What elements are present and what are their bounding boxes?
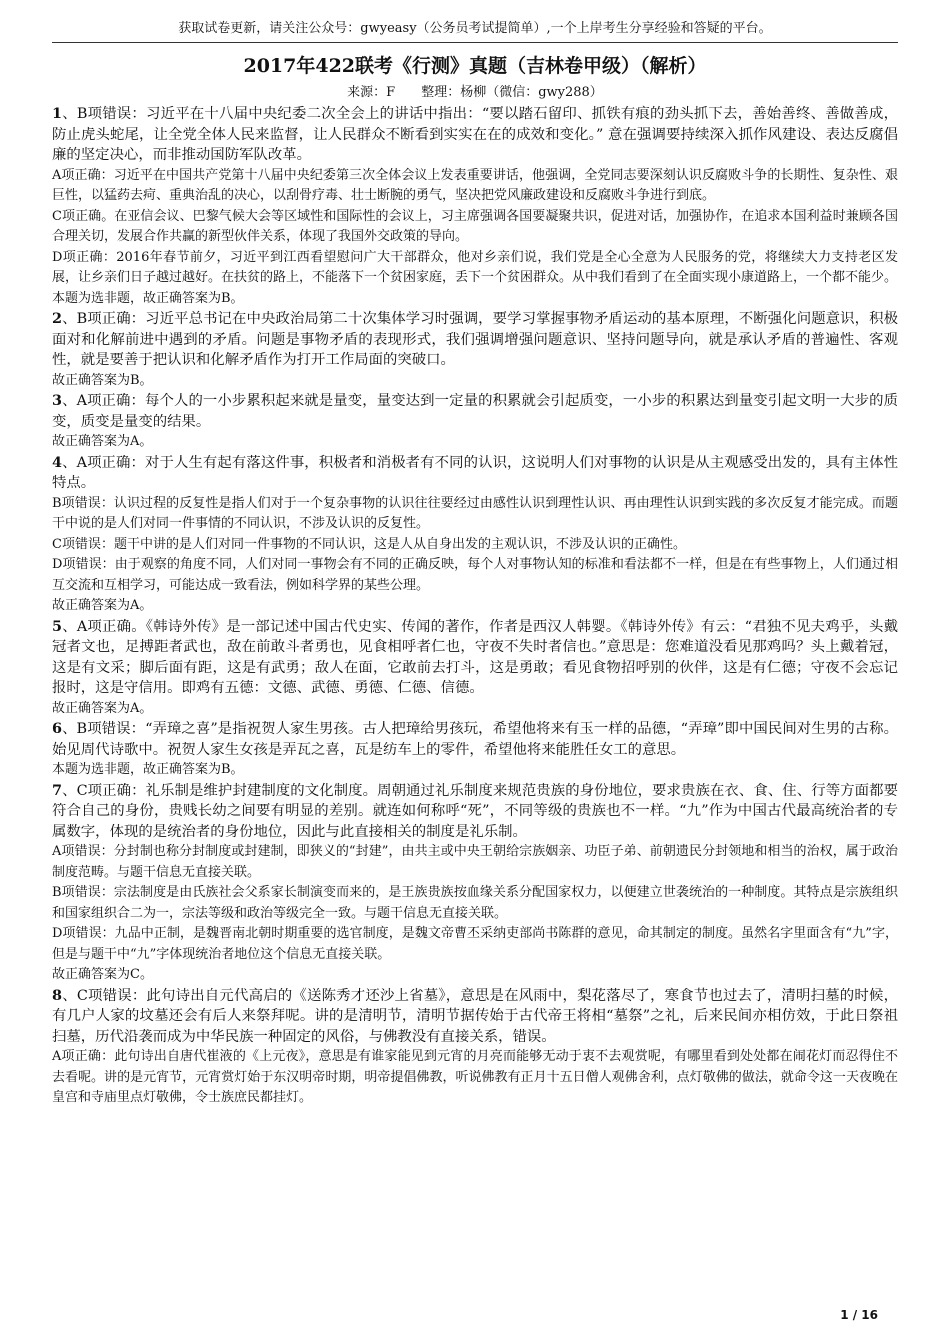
paragraph: C项错误：题干中讲的是人们对同一件事物的不同认识，这是人从自身出发的主观认识，不涉及认识的正确性。 xyxy=(52,536,686,552)
document-title: 2017年422联考《行测》真题（吉林卷甲级）（解析） xyxy=(243,55,707,77)
paragraph: D项错误：由于观察的角度不同，人们对同一事物会有不同的正确反映，每个人对事物认知的标准和看法都不一样，但是在有些事物上，人们通过相互交流和互相学习，可能达成一致看法，例如科学界的某些公理。 xyxy=(52,557,898,593)
document-source: 来源：F 整理：杨柳（微信：gwy288） xyxy=(347,85,603,100)
question-number: 7 xyxy=(52,781,63,799)
paragraph-q2 xyxy=(52,309,898,371)
question-number: 8 xyxy=(52,986,63,1004)
paragraph-text: 、C项正确：礼乐制是维护封建制度的文化制度。周朝通过礼乐制度来规范贵族的身份地位，要求贵族在衣、食、住、行等方面都要符合自己的身份，贵贱长幼之间要有明显的差别。就连如何称呼“死”，不同等级的贵族也不一样。“九”作为中国古代最高统治者的专属数字，体现的是统治者的身份地位，因此与此直接相关的制度是礼乐制。 xyxy=(52,782,898,840)
document-body xyxy=(52,104,898,1109)
paragraph-q5 xyxy=(52,617,898,699)
paragraph-q8 xyxy=(52,986,898,1048)
answer-line: 故正确答案为A。 xyxy=(52,598,153,613)
paragraph: D项正确：2016年春节前夕，习近平到江西看望慰问广大干部群众，他对乡亲们说，我们党是全心全意为人民服务的党，将继续大力支持老区发展，让乡亲们日子越过越好。在扶贫的路上，不能落下一个贫困家庭，丢下一个贫困群众。从中我们看到了在全面实现小康道路上，一个都不能少。 xyxy=(52,249,898,285)
header-divider xyxy=(52,42,898,43)
paragraph-text: 、A项正确：对于人生有起有落这件事，积极者和消极者有不同的认识，这说明人们对事物的认识是从主观感受出发的，具有主体性特点。 xyxy=(52,454,898,491)
paragraph-text: 、B项错误：习近平在十八届中央纪委二次全会上的讲话中指出：“要以踏石留印、抓铁有痕的劲头抓下去，善始善终、善做善成，防止虎头蛇尾，让全党全体人民来监督，让人民群众不断看到实实在在的成效和变化。” 意在强调要持续深入抓作风建设、表达反腐倡廉的坚定决心，而非推动国防军队改革。 xyxy=(52,106,898,163)
header-note: 获取试卷更新，请关注公众号：gwyeasy（公务员考试提简单）,一个上岸考生分享经验和答疑的平台。 xyxy=(178,21,772,36)
question-number: 4 xyxy=(52,453,63,471)
answer-line: 故正确答案为A。 xyxy=(52,700,153,716)
paragraph-q4 xyxy=(52,453,898,494)
paragraph-q6 xyxy=(52,719,898,760)
paragraph-q3 xyxy=(52,391,898,432)
paragraph: D项错误：九品中正制，是魏晋南北朝时期重要的选官制度，是魏文帝曹丕采纳吏部尚书陈群的意见，命其制定的制度。虽然名字里面含有“九”字，但是与题干中“九”字体现统治者地位这个信息无直接关联。 xyxy=(52,926,898,962)
paragraph: A项正确：习近平在中国共产党第十八届中央纪委第三次全体会议上发表重要讲话，他强调，全党同志要深刻认识反腐败斗争的长期性、复杂性、艰巨性，以猛药去疴、重典治乱的决心，以刮骨疗毒、壮士断腕的勇气，坚决把党风廉政建设和反腐败斗争进行到底。 xyxy=(52,167,898,203)
answer-line: 本题为选非题，故正确答案为B。 xyxy=(52,290,244,306)
paragraph-q1 xyxy=(52,104,898,166)
paragraph-text: 、B项错误：“弄璋之喜”是指祝贺人家生男孩。古人把璋给男孩玩，希望他将来有玉一样的品德，“弄璋”即中国民间对生男的古称。始见周代诗歌中。祝贺人家生女孩是弄瓦之喜，瓦是纺车上的零件，希望他将来能胜任女工的意思。 xyxy=(52,721,898,758)
paragraph-text: 、C项错误：此句诗出自元代高启的《送陈秀才还沙上省墓》，意思是在风雨中，梨花落尽了，寒食节也过去了，清明扫墓的时候，有几户人家的坟墓还会有后人来祭拜呢。讲的是清明节，清明节据传始于古代帝王将相“墓祭”之礼，后来民间亦相仿效，于此日祭祖扫墓，历代沿袭而成为中华民族一种固定的风俗，与佛教没有直接关系，错误。 xyxy=(52,987,898,1045)
paragraph: A项错误：分封制也称分封制度或封建制，即狭义的“封建”，由共主或中央王朝给宗族姻亲、功臣子弟、前朝遗民分封领地和相当的治权，属于政治制度范畴。与题干信息无直接关联。 xyxy=(52,844,898,880)
answer-line: 故正确答案为B。 xyxy=(52,372,153,388)
answer-line: 故正确答案为C。 xyxy=(52,967,153,982)
paragraph-text: 、A项正确。《韩诗外传》是一部记述中国古代史实、传闻的著作，作者是西汉人韩婴。《韩诗外传》有云：“君独不见夫鸡乎，头戴冠者文也，足搏距者武也，敌在前敢斗者勇也，见食相呼者仁也，守夜不失时者信也。”意思是：您难道没看见那鸡吗？头上戴着冠，这是有文采；脚后面有距，这是有武勇；敌人在面，它敢前去打斗，这是勇敢；看见食物招呼别的伙伴，这是有仁德；守夜不会忘记报时，这是守信用。即鸡有五德：文德、武德、勇德、仁德、信德。 xyxy=(52,618,898,696)
paragraph-q7 xyxy=(52,781,898,843)
paragraph-text: 、B项正确：习近平总书记在中央政治局第二十次集体学习时强调，要学习掌握事物矛盾运动的基本原理，不断强化问题意识，积极面对和化解前进中遇到的矛盾。问题是事物矛盾的表现形式，我们强调增强问题意识、坚持问题导向，就是承认矛盾的普遍性、客观性，就是要善于把认识和化解矛盾作为打开工作局面的突破口。 xyxy=(52,311,898,368)
paragraph: C项正确。在亚信会议、巴黎气候大会等区域性和国际性的会议上，习主席强调各国要凝聚共识，促进对话，加强协作，在追求本国利益时兼顾各国合理关切，发展合作共赢的新型伙伴关系，体现了我国外交政策的导向。 xyxy=(52,208,898,244)
paragraph: A项正确：此句诗出自唐代崔液的《上元夜》，意思是有谁家能见到元宵的月亮而能够无动于衷不去观赏呢，有哪里看到处处都在闹花灯而忍得住不去看呢。讲的是元宵节，元宵赏灯始于东汉明帝时期，明帝提倡佛教，听说佛教有正月十五日僧人观佛舍利，点灯敬佛的做法，就命令这一天夜晚在皇宫和寺庙里点灯敬佛，令士族庶民都挂灯。 xyxy=(52,1049,898,1105)
question-number: 2 xyxy=(52,310,63,327)
paragraph-text: 、A项正确：每个人的一小步累积起来就是量变，量变达到一定量的积累就会引起质变，一小步的积累达到量变引起文明一大步的质变，质变是量变的结果。 xyxy=(52,393,898,430)
answer-line: 故正确答案为A。 xyxy=(52,434,153,449)
paragraph: B项错误：认识过程的反复性是指人们对于一个复杂事物的认识往往要经过由感性认识到理性认识、再由理性认识到实践的多次反复才能完成。而题干中说的是人们对同一件事情的不同认识，不涉及认识的反复性。 xyxy=(52,495,898,531)
question-number: 5 xyxy=(52,617,63,635)
question-number: 1 xyxy=(52,105,63,122)
question-number: 3 xyxy=(52,392,63,409)
paragraph: B项错误：宗法制度是由氏族社会父系家长制演变而来的，是王族贵族按血缘关系分配国家权力，以便建立世袭统治的一种制度。其特点是宗族组织和国家组织合二为一，宗法等级和政治等级完全一致。与题干信息无直接关联。 xyxy=(52,885,898,921)
page-number: 1 / 16 xyxy=(840,1308,878,1322)
question-number: 6 xyxy=(52,720,63,737)
answer-line: 本题为选非题，故正确答案为B。 xyxy=(52,762,244,777)
